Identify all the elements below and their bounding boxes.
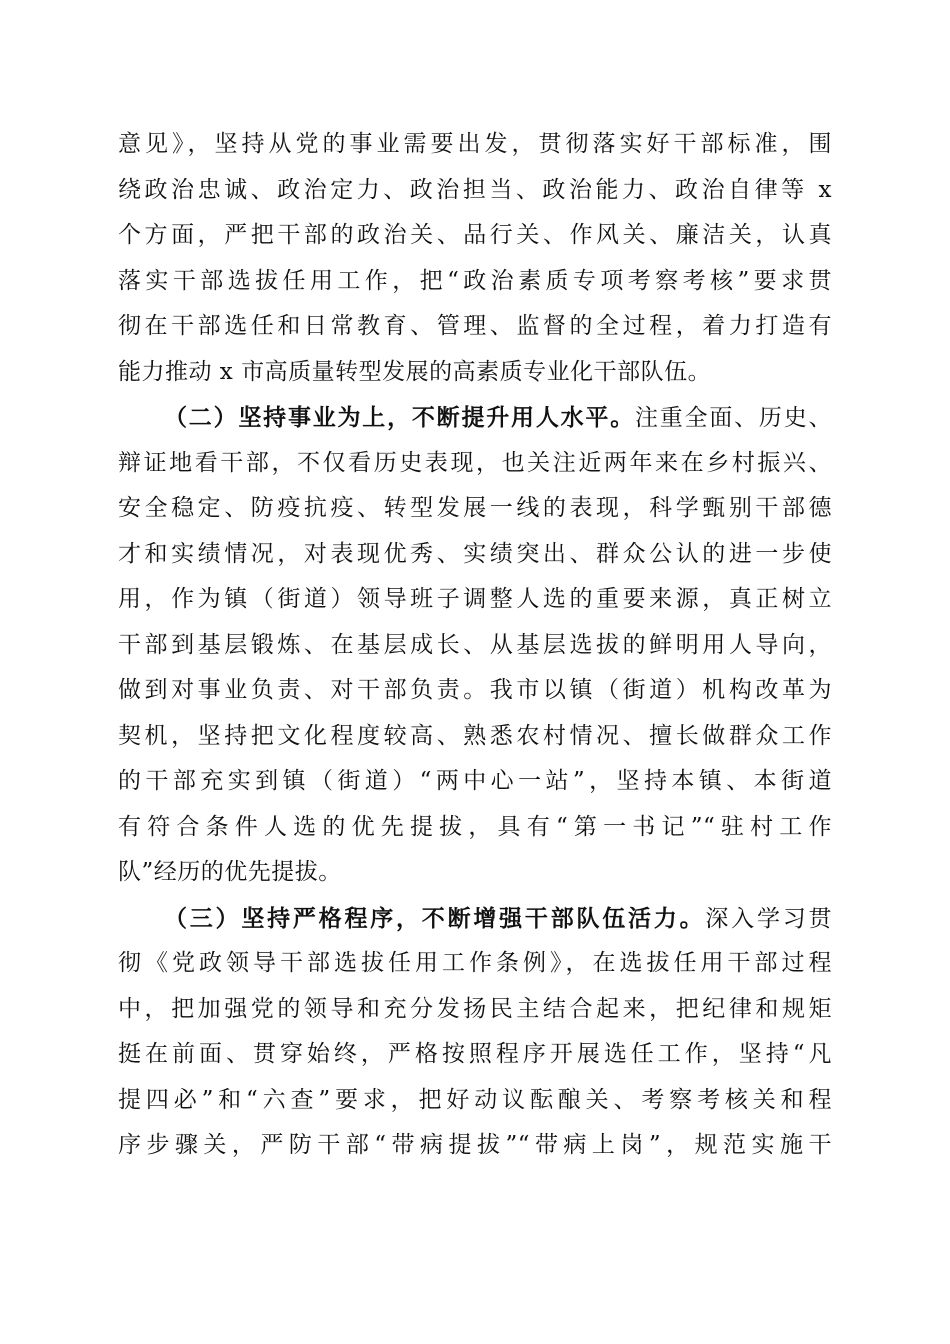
line-text: 提四必”和“六查”要求，把好动议酝酿关、考察考核关和程: [118, 1086, 832, 1113]
text-line: [118, 532, 832, 578]
line-text: 才和实绩情况，对表现优秀、实绩突出、群众公认的进一步使: [118, 540, 832, 567]
line-text: 能力推动 x 市高质量转型发展的高素质专业化干部队伍。: [118, 358, 712, 385]
line-text: 落实干部选拔任用工作，把“政治素质专项考察考核”要求贯: [118, 267, 832, 294]
line-text: 安全稳定、防疫抗疫、转型发展一线的表现，科学甄别干部德: [118, 495, 832, 521]
text-line: [118, 759, 832, 805]
line-text: 彻《党政领导干部选拔任用工作条例》，在选拔任用干部过程: [118, 950, 832, 976]
text-line: [118, 122, 832, 168]
text-line: [118, 850, 832, 896]
text-line: [118, 441, 832, 487]
line-text: 用，作为镇（街道）领导班子调整人选的重要来源，真正树立: [118, 586, 832, 612]
section-heading: （二）坚持事业为上，不断提升用人水平。: [164, 404, 635, 431]
text-line: [118, 1032, 832, 1078]
text-line: [118, 1123, 832, 1169]
text-line: [118, 668, 832, 714]
line-text: 序步骤关，严防干部“带病提拔”“带病上岗”，规范实施干: [118, 1132, 832, 1158]
text-line: [118, 213, 832, 259]
line-text: 契机，坚持把文化程度较高、熟悉农村情况、擅长做群众工作: [118, 722, 832, 749]
text-line: [118, 941, 832, 987]
text-line: [118, 168, 832, 214]
text-line: [118, 259, 832, 305]
text-line: [118, 395, 832, 441]
line-text: 深入学习贯: [705, 905, 833, 932]
paragraph-section-2: [118, 395, 832, 896]
text-line: [118, 623, 832, 669]
line-text: 绕政治忠诚、政治定力、政治担当、政治能力、政治自律等 x: [118, 176, 832, 203]
line-text: 做到对事业负责、对干部负责。我市以镇（街道）机构改革为: [118, 677, 832, 703]
section-heading: （三）坚持严格程序，不断增强干部队伍活力。: [164, 904, 706, 932]
line-text: 彻在干部选任和日常教育、管理、监督的全过程，着力打造有: [118, 313, 832, 339]
document-page: [118, 122, 832, 1169]
text-line: [118, 1078, 832, 1124]
line-text: 注重全面、历史、: [634, 405, 833, 431]
line-text: 队”经历的优先提拔。: [118, 859, 342, 885]
text-line: [118, 350, 832, 396]
text-line: [118, 805, 832, 851]
line-text: 个方面，严把干部的政治关、品行关、作风关、廉洁关，认真: [118, 222, 832, 248]
text-line: [118, 486, 832, 532]
text-line: [118, 987, 832, 1033]
line-text: 辩证地看干部，不仅看历史表现，也关注近两年来在乡村振兴、: [118, 449, 832, 476]
line-text: 意见》，坚持从党的事业需要出发，贯彻落实好干部标准，围: [118, 131, 832, 157]
line-text: 有符合条件人选的优先提拔，具有“第一书记”“驻村工作: [118, 813, 832, 840]
line-text: 的干部充实到镇（街道）“两中心一站”，坚持本镇、本街道: [118, 768, 832, 794]
text-line: [118, 304, 832, 350]
text-line: [118, 896, 832, 942]
text-line: [118, 577, 832, 623]
line-text: 挺在前面、贯穿始终，严格按照程序开展选任工作，坚持“凡: [118, 1041, 832, 1067]
paragraph-section-3: [118, 896, 832, 1169]
text-line: [118, 714, 832, 760]
paragraph-continuation: [118, 122, 832, 395]
line-text: 中，把加强党的领导和充分发扬民主结合起来，把纪律和规矩: [118, 995, 832, 1022]
line-text: 干部到基层锻炼、在基层成长、从基层选拔的鲜明用人导向，: [118, 631, 832, 658]
